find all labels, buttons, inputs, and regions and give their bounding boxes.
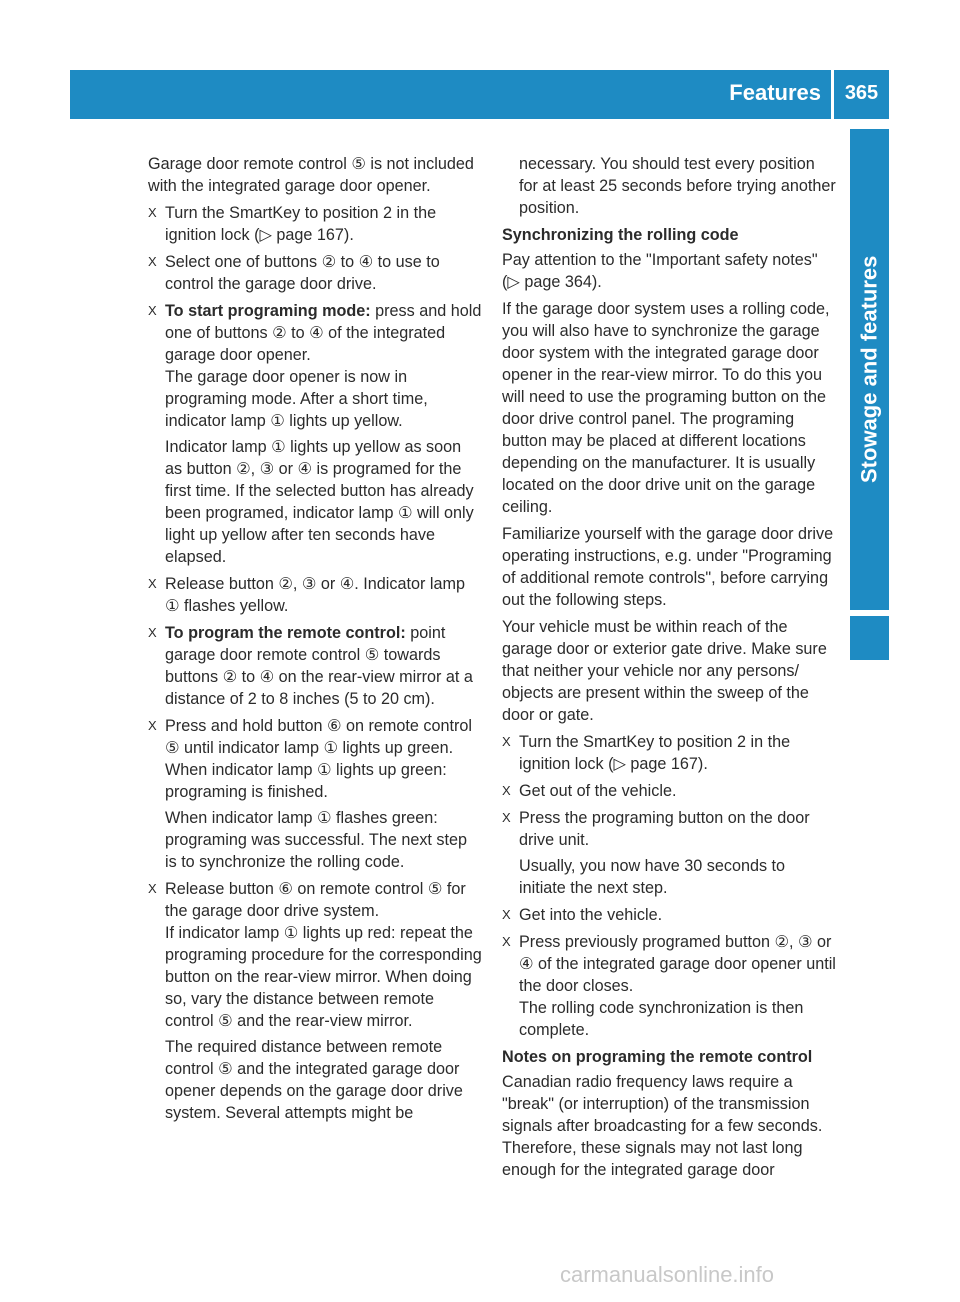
step-item [148, 622, 482, 710]
step-marker-icon: X [502, 734, 511, 749]
side-tab-label: Stowage and features [856, 255, 882, 484]
step-result: The rolling code synchronization is then complete. [519, 999, 804, 1039]
step-result: The garage door opener is now in programing mode. After a short time, indicator lamp ① lights up yellow. [165, 368, 428, 430]
header-bar [70, 70, 889, 119]
step-marker-icon: X [502, 783, 511, 798]
paragraph: If the garage door system uses a rolling code, you will also have to synchronize the garage door system with the integrated garage door opener in the rear-view mirror. To do this you will need to use the programing button on the door drive control panel. The programing button may be placed at different locations depending on the manufacturer. It is usually located on the door drive unit on the garage ceiling. [502, 300, 830, 516]
step-text: Press previously programed button ②, ③ or ④ of the integrated garage door opener until the door closes. [519, 933, 836, 995]
step-text: Get out of the vehicle. [519, 782, 677, 800]
step-item [148, 878, 482, 1124]
side-tab-marker [850, 616, 889, 660]
step-marker-icon: X [502, 810, 511, 825]
paragraph: Pay attention to the "Important safety notes" (▷ page 364). [502, 251, 818, 291]
intro-paragraph: Garage door remote control ⑤ is not included with the integrated garage door opener. [148, 155, 474, 195]
step-item [148, 300, 482, 568]
step-marker-icon: X [148, 881, 157, 896]
step-text: Release button ②, ③ or ④. Indicator lamp ① flashes yellow. [165, 575, 465, 615]
step-marker-icon: X [148, 254, 157, 269]
step-lead: To program the remote control: [165, 624, 406, 642]
watermark: carmanualsonline.info [560, 1262, 775, 1287]
step-result: If indicator lamp ① lights up red: repeat the programing procedure for the corresponding button on the rear-view mirror. When doing so, vary the distance between remote control ⑤ and the rear-view mirror. [165, 924, 482, 1030]
step-item [502, 904, 836, 926]
step-text: Select one of buttons ② to ④ to use to control the garage door drive. [165, 253, 440, 293]
section-title: Features [729, 80, 821, 105]
section-heading: Notes on programing the remote control [502, 1048, 813, 1066]
step-marker-icon: X [148, 718, 157, 733]
step-item [502, 931, 836, 1041]
left-column [148, 153, 482, 1129]
section-heading: Synchronizing the rolling code [502, 226, 739, 244]
step-text: press and hold one of buttons ② to ④ of the integrated garage door opener. [165, 302, 482, 364]
step-item [148, 573, 482, 617]
right-column [502, 153, 836, 1186]
step-marker-icon: X [148, 205, 157, 220]
paragraph: Canadian radio frequency laws require a "break" (or interruption) of the transmission signals after broadcasting for a few seconds. Therefore, these signals may not last long enough for the integrated garage door [502, 1073, 823, 1179]
step-result: When indicator lamp ① lights up green: programing is finished. [165, 761, 447, 801]
step-result: Usually, you now have 30 seconds to initiate the next step. [519, 857, 786, 897]
step-text: Press the programing button on the door drive unit. [519, 809, 810, 849]
step-item [148, 202, 482, 246]
step-marker-icon: X [502, 934, 511, 949]
step-text: Release button ⑥ on remote control ⑤ for the garage door drive system. [165, 880, 466, 920]
paragraph: Familiarize yourself with the garage door drive operating instructions, e.g. under "Programing of additional remote controls", before carrying out the following steps. [502, 525, 834, 609]
step-text: point garage door remote control ⑤ towards buttons ② to ④ on the rear-view mirror at a distance of 2 to 8 inches (5 to 20 cm). [165, 624, 473, 708]
step-text: Get into the vehicle. [519, 906, 663, 924]
step-marker-icon: X [502, 907, 511, 922]
step-item [502, 807, 836, 899]
step-item [502, 731, 836, 775]
step-lead: To start programing mode: [165, 302, 371, 320]
step-marker-icon: X [148, 576, 157, 591]
step-marker-icon: X [148, 625, 157, 640]
step-marker-icon: X [148, 303, 157, 318]
step-text: Turn the SmartKey to position 2 in the ignition lock (▷ page 167). [165, 204, 437, 244]
step-result: When indicator lamp ① flashes green: programing was successful. The next step is to synchronize the rolling code. [165, 809, 468, 871]
step-text: Turn the SmartKey to position 2 in the ignition lock (▷ page 167). [519, 733, 791, 773]
step-result: Indicator lamp ① lights up yellow as soon as button ②, ③ or ④ is programed for the first time. If the selected button has already been programed, indicator lamp ① will only light up yellow after ten seconds have elapsed. [165, 438, 474, 566]
page-number: 365 [844, 82, 879, 104]
step-item [148, 251, 482, 295]
step-text: Press and hold button ⑥ on remote control ⑤ until indicator lamp ① lights up green. [165, 717, 472, 757]
side-tab [850, 129, 889, 610]
step-item [502, 780, 836, 802]
step-result: The required distance between remote control ⑤ and the integrated garage door opener depends on the garage door drive system. Several attempts might be [165, 1038, 463, 1122]
paragraph: Your vehicle must be within reach of the garage door or exterior gate drive. Make sure that neither your vehicle nor any persons/ objects are present within the sweep of the door or gate. [502, 618, 827, 724]
continuation-paragraph: necessary. You should test every position for at least 25 seconds before trying another position. [519, 155, 836, 217]
step-item [148, 715, 482, 873]
